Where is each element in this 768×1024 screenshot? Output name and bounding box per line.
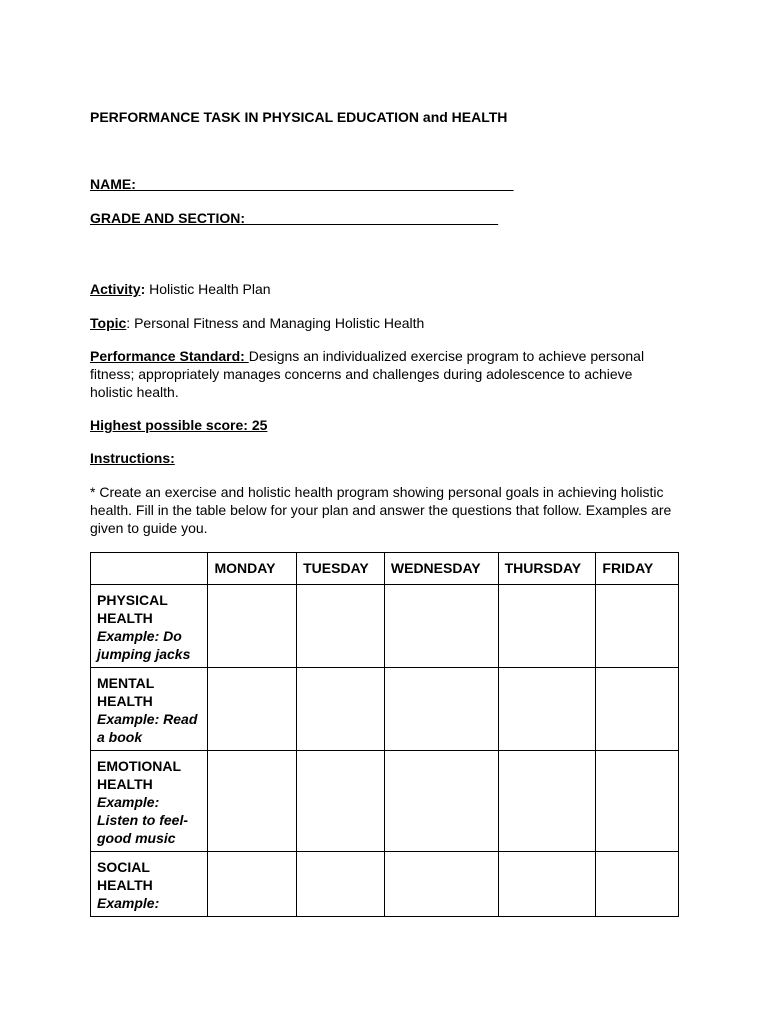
category-example: Example: xyxy=(97,895,160,911)
category-example: Example: Do jumping jacks xyxy=(97,628,191,662)
category-example: Example: Read a book xyxy=(97,711,198,745)
header-corner-cell xyxy=(91,553,208,585)
activity-value: Holistic Health Plan xyxy=(145,281,271,297)
topic-value: : Personal Fitness and Managing Holistic Health xyxy=(126,315,425,331)
highest-score: Highest possible score: 25 xyxy=(90,417,268,433)
category-example: Example: Listen to feel-good music xyxy=(97,794,189,846)
header-thursday: THURSDAY xyxy=(498,553,596,585)
performance-standard-label: Performance Standard: xyxy=(90,348,249,364)
category-label: MENTAL HEALTH xyxy=(97,675,155,709)
table-header-row xyxy=(91,553,679,585)
row-label-emotional-health xyxy=(91,751,208,852)
page-title: PERFORMANCE TASK IN PHYSICAL EDUCATION and HEALTH xyxy=(90,109,508,125)
header-monday: MONDAY xyxy=(208,553,297,585)
cell-mental-thursday[interactable] xyxy=(498,668,596,751)
cell-physical-tuesday[interactable] xyxy=(297,585,385,668)
category-label: SOCIAL HEALTH xyxy=(97,859,153,893)
cell-mental-wednesday[interactable] xyxy=(384,668,498,751)
cell-physical-thursday[interactable] xyxy=(498,585,596,668)
cell-emotional-monday[interactable] xyxy=(208,751,297,852)
header-friday: FRIDAY xyxy=(596,553,679,585)
activity-label: Activity xyxy=(90,281,141,297)
cell-social-monday[interactable] xyxy=(208,852,297,917)
cell-mental-tuesday[interactable] xyxy=(297,668,385,751)
activity-line xyxy=(90,280,675,298)
table-row-social-health xyxy=(91,852,679,917)
cell-physical-friday[interactable] xyxy=(596,585,679,668)
instructions-text: * Create an exercise and holistic health program showing personal goals in achieving holistic health. Fill in the table below for your plan and answer the questions that follow. Examples are given to guide you. xyxy=(90,484,672,536)
activity-colon: : xyxy=(140,281,146,297)
cell-emotional-wednesday[interactable] xyxy=(384,751,498,852)
cell-social-wednesday[interactable] xyxy=(384,852,498,917)
cell-emotional-friday[interactable] xyxy=(596,751,679,852)
cell-mental-monday[interactable] xyxy=(208,668,297,751)
name-field[interactable]: NAME: ________________________________________________ xyxy=(90,176,514,192)
topic-label: Topic xyxy=(90,315,127,331)
row-label-social-health xyxy=(91,852,208,917)
header-wednesday: WEDNESDAY xyxy=(384,553,498,585)
header-tuesday: TUESDAY xyxy=(297,553,385,585)
topic-line xyxy=(90,314,675,332)
cell-physical-monday[interactable] xyxy=(208,585,297,668)
grade-section-field[interactable]: GRADE AND SECTION: ________________________________ xyxy=(90,210,499,226)
cell-physical-wednesday[interactable] xyxy=(384,585,498,668)
category-label: EMOTIONAL HEALTH xyxy=(97,758,181,792)
cell-social-thursday[interactable] xyxy=(498,852,596,917)
table-row-emotional-health xyxy=(91,751,679,852)
cell-emotional-tuesday[interactable] xyxy=(297,751,385,852)
instructions-heading: Instructions: xyxy=(90,450,175,466)
category-label: PHYSICAL HEALTH xyxy=(97,592,168,626)
performance-standard xyxy=(90,347,675,401)
table-row-mental-health xyxy=(91,668,679,751)
table-row-physical-health xyxy=(91,585,679,668)
row-label-mental-health xyxy=(91,668,208,751)
cell-social-tuesday[interactable] xyxy=(297,852,385,917)
row-label-physical-health xyxy=(91,585,208,668)
performance-standard-text: Designs an individualized exercise program to achieve personal fitness; appropriately manages concerns and challenges during adolescence to achieve holistic health. xyxy=(90,348,645,400)
cell-emotional-thursday[interactable] xyxy=(498,751,596,852)
cell-social-friday[interactable] xyxy=(596,852,679,917)
holistic-health-plan-table xyxy=(90,552,679,917)
cell-mental-friday[interactable] xyxy=(596,668,679,751)
